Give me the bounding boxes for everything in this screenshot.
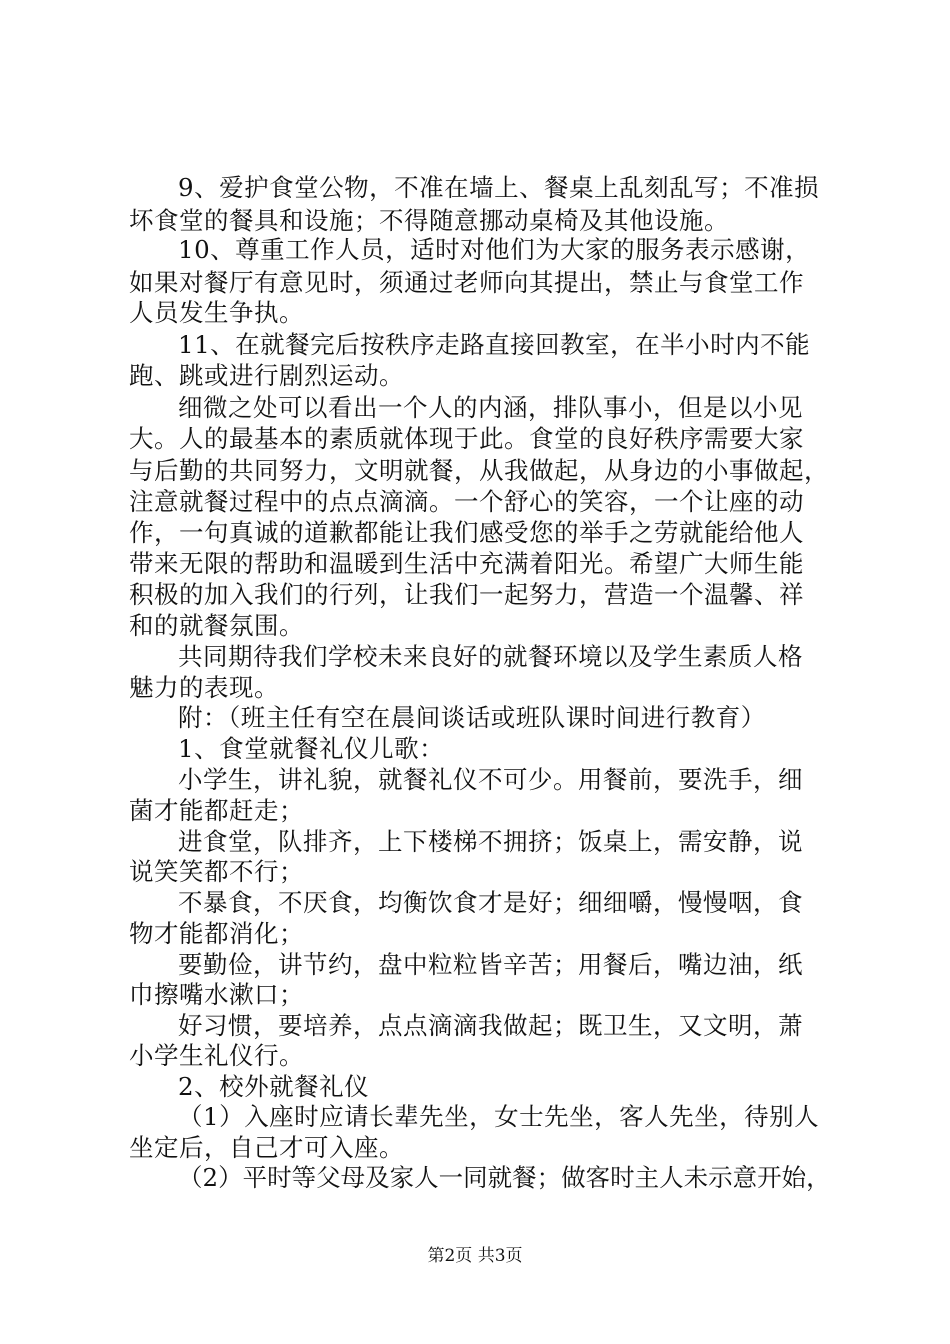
text-line: 坏食堂的餐具和设施；不得随意挪动桌椅及其他设施。 — [129, 206, 729, 235]
text-line: 跑、跳或进行剧烈运动。 — [129, 361, 404, 390]
text-line: 魅力的表现。 — [129, 673, 279, 702]
text-line: 物才能都消化； — [129, 919, 304, 948]
text-line: 人员发生争执。 — [129, 298, 304, 327]
text-line: （2）平时等父母及家人一同就餐；做客时主人未示意开始， — [178, 1163, 831, 1192]
text-line: 9、爱护食堂公物，不准在墙上、餐桌上乱刻乱写；不准损 — [178, 173, 820, 202]
text-line: 如果对餐厅有意见时，须通过老师向其提出，禁止与食堂工作 — [129, 268, 804, 297]
text-line: 积极的加入我们的行列，让我们一起努力，营造一个温馨、祥 — [129, 580, 804, 609]
text-line: 作，一句真诚的道歉都能让我们感受您的举手之劳就能给他人 — [129, 518, 804, 547]
text-line: 大。人的最基本的素质就体现于此。食堂的良好秩序需要大家 — [129, 424, 804, 453]
text-line: 坐定后，自己才可入座。 — [129, 1133, 404, 1162]
text-line: 巾擦嘴水漱口； — [129, 980, 304, 1009]
text-line: 1、食堂就餐礼仪儿歌： — [178, 734, 445, 763]
text-line: 带来无限的帮助和温暖到生活中充满着阳光。希望广大师生能 — [129, 549, 804, 578]
text-line: 小学生，讲礼貌，就餐礼仪不可少。用餐前，要洗手，细 — [178, 765, 803, 794]
text-line: 细微之处可以看出一个人的内涵，排队事小，但是以小见 — [178, 393, 803, 422]
text-line: 小学生礼仪行。 — [129, 1041, 304, 1070]
text-line: 进食堂，队排齐，上下楼梯不拥挤；饭桌上，需安静，说 — [178, 827, 803, 856]
text-line: 与后勤的共同努力，文明就餐，从我做起，从身边的小事做起， — [129, 456, 829, 485]
text-line: 注意就餐过程中的点点滴滴。一个舒心的笑容，一个让座的动 — [129, 487, 804, 516]
text-line: 不暴食，不厌食，均衡饮食才是好；细细嚼，慢慢咽，食 — [178, 888, 803, 917]
text-line: 2、校外就餐礼仪 — [178, 1072, 370, 1101]
text-line: 共同期待我们学校未来良好的就餐环境以及学生素质人格 — [178, 642, 803, 671]
text-line: 和的就餐氛围。 — [129, 611, 304, 640]
text-line: 10、尊重工作人员，适时对他们为大家的服务表示感谢， — [178, 235, 811, 264]
text-line: 菌才能都赶走； — [129, 796, 304, 825]
text-line: 说笑笑都不行； — [129, 857, 304, 886]
text-line: 要勤俭，讲节约，盘中粒粒皆辛苦；用餐后，嘴边油，纸 — [178, 950, 803, 979]
text-line: （1）入座时应请长辈先坐，女士先坐，客人先坐，待别人 — [178, 1102, 820, 1131]
page-number-footer: 第2页 共3页 — [427, 1246, 523, 1266]
text-line: 好习惯，要培养，点点滴滴我做起；既卫生，又文明，萧 — [178, 1011, 803, 1040]
text-line: 附：（班主任有空在晨间谈话或班队课时间进行教育） — [178, 703, 766, 732]
text-line: 11、在就餐完后按秩序走路直接回教室，在半小时内不能 — [178, 330, 811, 359]
